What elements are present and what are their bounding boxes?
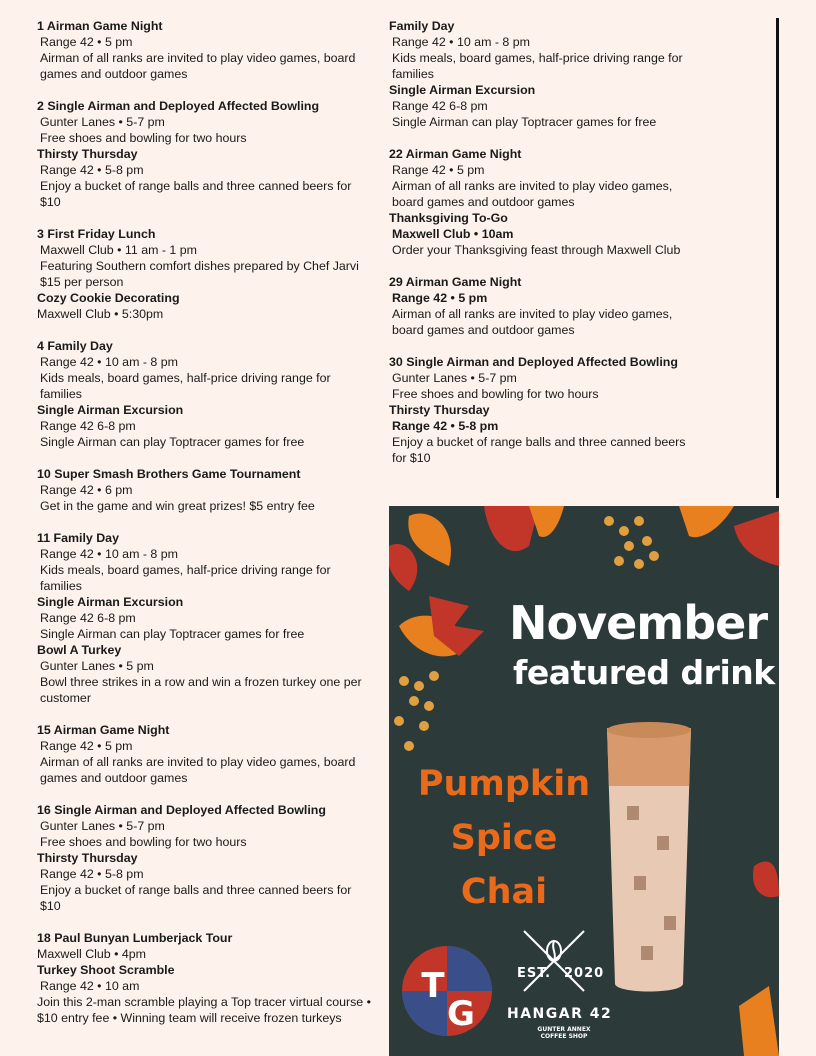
event-title: 11 Family Day bbox=[37, 531, 119, 545]
hangar-coffee-bean-icon bbox=[524, 931, 584, 991]
event-description: Free shoes and bowling for two hours bbox=[40, 131, 247, 145]
event-entry bbox=[37, 98, 372, 210]
right-column bbox=[389, 18, 689, 482]
event-title: Thirsty Thursday bbox=[389, 403, 490, 417]
event-title: Thanksgiving To-Go bbox=[389, 211, 508, 225]
event-entry bbox=[37, 226, 372, 322]
leaf-icon bbox=[529, 506, 564, 537]
event-location-time: Range 42 6-8 pm bbox=[40, 419, 136, 433]
event-location-time: Gunter Lanes • 5-7 pm bbox=[40, 819, 165, 833]
event-location-time: Range 42 6-8 pm bbox=[392, 99, 488, 113]
est-label: EST. bbox=[517, 966, 552, 981]
iced-chai-glass-icon bbox=[607, 722, 691, 992]
event-location-time: Gunter Lanes • 5-7 pm bbox=[392, 371, 517, 385]
drink-name-line-2: Spice bbox=[450, 818, 558, 858]
event-title: 29 Airman Game Night bbox=[389, 275, 522, 289]
event-location-time: Maxwell Club • 11 am - 1 pm bbox=[40, 243, 197, 257]
berry-cluster-icon bbox=[394, 671, 439, 751]
event-description: Free shoes and bowling for two hours bbox=[392, 387, 599, 401]
event-description: Bowl three strikes in a row and win a frozen turkey one per customer bbox=[40, 675, 362, 705]
left-column bbox=[37, 18, 372, 1042]
event-location-time: Range 42 • 5 pm bbox=[392, 163, 485, 177]
event-title: 18 Paul Bunyan Lumberjack Tour bbox=[37, 931, 233, 945]
leaf-icon bbox=[679, 506, 734, 537]
hangar-brand-name: HANGAR 42 bbox=[507, 1006, 613, 1022]
event-description: Single Airman can play Toptracer games for free bbox=[392, 115, 657, 129]
leaf-icon bbox=[739, 986, 779, 1056]
event-location-time: Gunter Lanes • 5-7 pm bbox=[40, 115, 165, 129]
event-description: Airman of all ranks are invited to play video games, board games and outdoor games bbox=[392, 179, 673, 209]
event-location-time: Maxwell Club • 5:30pm bbox=[37, 307, 164, 321]
event-location-time: Range 42 • 6 pm bbox=[40, 483, 133, 497]
event-entry bbox=[389, 274, 689, 338]
event-location-time: Range 42 • 5 pm bbox=[40, 739, 133, 753]
event-entry bbox=[37, 722, 372, 786]
event-title: 4 Family Day bbox=[37, 339, 113, 353]
drink-name-line-1: Pumpkin bbox=[417, 764, 591, 804]
event-description: Kids meals, board games, half-price driving range for families bbox=[392, 51, 683, 81]
leaf-icon bbox=[389, 544, 417, 591]
event-description: Featuring Southern comfort dishes prepared by Chef Jarvi $15 per person bbox=[40, 259, 359, 289]
event-location-time: Range 42 • 5-8 pm bbox=[40, 867, 144, 881]
event-location-time: Range 42 • 10 am - 8 pm bbox=[40, 547, 178, 561]
event-description: Single Airman can play Toptracer games for free bbox=[40, 627, 305, 641]
event-title: Family Day bbox=[389, 19, 455, 33]
rickenbackers-tg-logo bbox=[402, 946, 492, 1036]
event-description: Get in the game and win great prizes! $5 entry fee bbox=[40, 499, 315, 513]
event-description: Order your Thanksgiving feast through Maxwell Club bbox=[392, 243, 681, 257]
berry-cluster-icon bbox=[604, 516, 659, 569]
promo-subtitle: featured drink bbox=[513, 653, 775, 692]
event-title: Bowl A Turkey bbox=[37, 643, 122, 657]
event-description: Kids meals, board games, half-price driving range for families bbox=[40, 371, 331, 401]
event-title: 10 Super Smash Brothers Game Tournament bbox=[37, 467, 301, 481]
drink-name-line-3: Chai bbox=[460, 872, 548, 912]
event-title: Thirsty Thursday bbox=[37, 147, 138, 161]
column-divider bbox=[776, 18, 779, 498]
svg-text:G: G bbox=[447, 994, 475, 1034]
event-location-time: Range 42 6-8 pm bbox=[40, 611, 136, 625]
event-title: Cozy Cookie Decorating bbox=[37, 291, 180, 305]
event-title: Single Airman Excursion bbox=[37, 403, 184, 417]
event-title: 22 Airman Game Night bbox=[389, 147, 522, 161]
event-title: 30 Single Airman and Deployed Affected Bowling bbox=[389, 355, 678, 369]
est-year: 2020 bbox=[564, 966, 605, 981]
event-entry bbox=[389, 18, 689, 130]
event-location-time: Range 42 • 10 am - 8 pm bbox=[392, 35, 530, 49]
event-location-time: Maxwell Club • 10am bbox=[392, 227, 514, 241]
event-description: Airman of all ranks are invited to play video games, board games and outdoor games bbox=[40, 755, 356, 785]
event-location-time: Range 42 • 5-8 pm bbox=[392, 419, 499, 433]
event-location-time: Range 42 • 10 am bbox=[40, 979, 140, 993]
event-entry bbox=[389, 354, 689, 466]
promo-month-title: November bbox=[509, 596, 768, 650]
leaf-icon bbox=[753, 861, 779, 897]
event-entry bbox=[37, 338, 372, 450]
featured-drink-promo bbox=[389, 506, 779, 1056]
event-description: Join this 2-man scramble playing a Top tracer virtual course • $10 entry fee • Winning team will receive frozen turkeys bbox=[37, 995, 371, 1025]
hangar-brand-subtitle: GUNTER ANNEX COFFEE SHOP bbox=[537, 1026, 591, 1040]
event-entry bbox=[37, 802, 372, 914]
svg-text:T: T bbox=[421, 966, 445, 1006]
event-entry bbox=[37, 18, 372, 82]
event-description: Enjoy a bucket of range balls and three canned beers for $10 bbox=[40, 179, 352, 209]
event-title: Turkey Shoot Scramble bbox=[37, 963, 175, 977]
leaf-icon bbox=[484, 506, 539, 551]
event-entry bbox=[37, 466, 372, 514]
event-title: Single Airman Excursion bbox=[389, 83, 536, 97]
event-title: Single Airman Excursion bbox=[37, 595, 184, 609]
event-location-time: Range 42 • 5 pm bbox=[40, 35, 133, 49]
event-entry bbox=[37, 930, 372, 1026]
event-location-time: Gunter Lanes • 5 pm bbox=[40, 659, 154, 673]
event-description: Enjoy a bucket of range balls and three canned beers for $10 bbox=[40, 883, 352, 913]
event-location-time: Maxwell Club • 4pm bbox=[37, 947, 147, 961]
event-description: Enjoy a bucket of range balls and three canned beers for $10 bbox=[392, 435, 686, 465]
event-description: Single Airman can play Toptracer games for free bbox=[40, 435, 305, 449]
event-title: 3 First Friday Lunch bbox=[37, 227, 156, 241]
event-description: Free shoes and bowling for two hours bbox=[40, 835, 247, 849]
event-location-time: Range 42 • 10 am - 8 pm bbox=[40, 355, 178, 369]
event-entry bbox=[37, 530, 372, 706]
leaf-icon bbox=[734, 511, 779, 566]
event-description: Kids meals, board games, half-price driving range for families bbox=[40, 563, 331, 593]
event-title: 2 Single Airman and Deployed Affected Bowling bbox=[37, 99, 320, 113]
event-entry bbox=[389, 146, 689, 258]
event-location-time: Range 42 • 5 pm bbox=[392, 291, 488, 305]
event-title: Thirsty Thursday bbox=[37, 851, 138, 865]
event-location-time: Range 42 • 5-8 pm bbox=[40, 163, 144, 177]
event-title: 15 Airman Game Night bbox=[37, 723, 170, 737]
event-title: 1 Airman Game Night bbox=[37, 19, 163, 33]
event-description: Airman of all ranks are invited to play video games, board games and outdoor games bbox=[392, 307, 673, 337]
event-title: 16 Single Airman and Deployed Affected Bowling bbox=[37, 803, 326, 817]
event-description: Airman of all ranks are invited to play video games, board games and outdoor games bbox=[40, 51, 356, 81]
